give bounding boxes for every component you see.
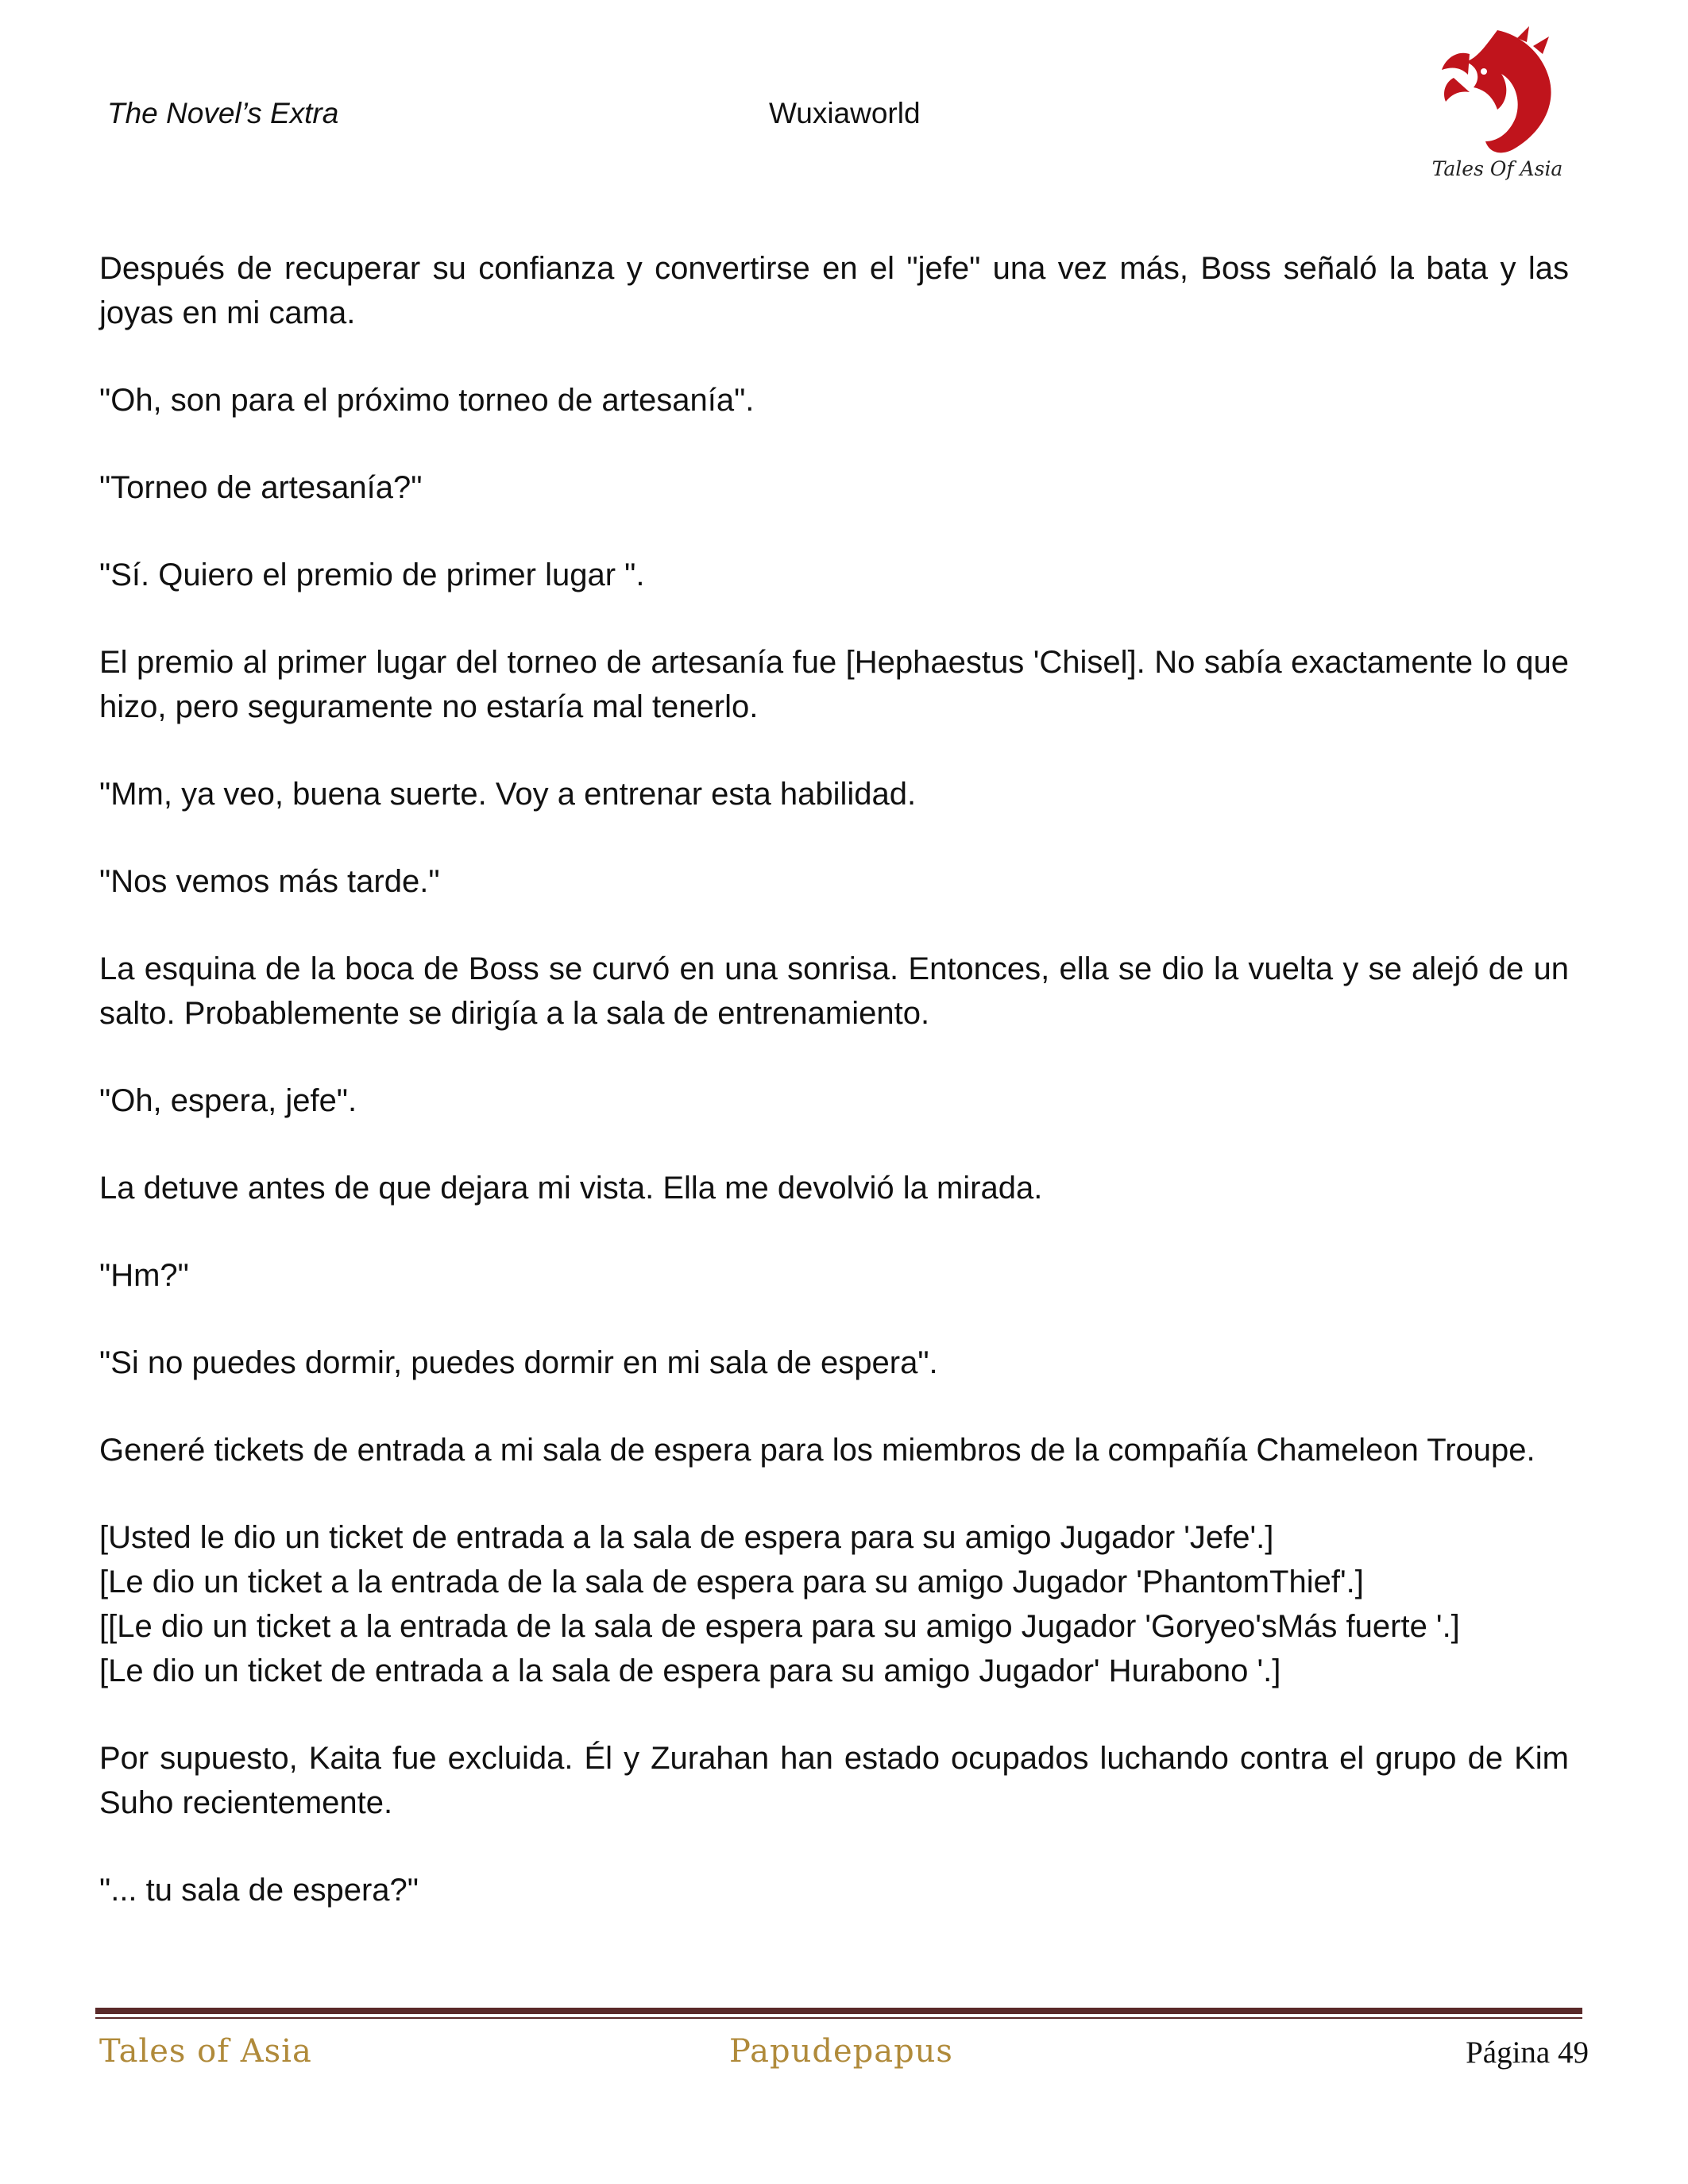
paragraph: Después de recuperar su confianza y convertirse en el "jefe" una vez más, Boss señaló la bata y las joyas en mi cama. <box>99 251 1569 330</box>
paragraph: "Si no puedes dormir, puedes dormir en mi sala de espera". <box>99 1345 938 1380</box>
footer-publisher: Tales of Asia <box>99 2033 312 2070</box>
footer-translator: Papudepapus <box>729 2033 953 2070</box>
header-site: Wuxiaworld <box>769 97 921 129</box>
system-messages <box>99 1515 1569 1693</box>
paragraph: "Sí. Quiero el premio de primer lugar ". <box>99 558 645 592</box>
logo-text: Tales Of Asia <box>1431 157 1563 180</box>
paragraph: "Oh, espera, jefe". <box>99 1083 357 1118</box>
system-message-line: [Usted le dio un ticket de entrada a la sala de espera para su amigo Jugador 'Jefe'.] <box>99 1520 1274 1555</box>
paragraph: El premio al primer lugar del torneo de artesanía fue [Hephaestus 'Chisel]. No sabía exactamente lo que hizo, pero seguramente no estaría mal tenerlo. <box>99 645 1569 724</box>
paragraph: La detuve antes de que dejara mi vista. Ella me devolvió la mirada. <box>99 1171 1043 1206</box>
paragraph: "Torneo de artesanía?" <box>99 470 423 505</box>
paragraph: "Oh, son para el próximo torneo de artesanía". <box>99 383 755 418</box>
paragraph: Generé tickets de entrada a mi sala de espera para los miembros de la compañía Chameleon Troupe. <box>99 1433 1535 1468</box>
paragraph: Por supuesto, Kaita fue excluida. Él y Zurahan han estado ocupados luchando contra el grupo de Kim Suho recientemente. <box>99 1741 1569 1820</box>
paragraph: "Hm?" <box>99 1258 189 1293</box>
tales-of-asia-logo <box>1422 22 1573 189</box>
header-title: The Novel’s Extra <box>107 97 339 129</box>
dragon-icon <box>1422 22 1573 157</box>
footer-divider <box>95 2008 1582 2019</box>
system-message-line: [Le dio un ticket de entrada a la sala de espera para su amigo Jugador' Hurabono '.] <box>99 1653 1281 1688</box>
system-message-line: [[Le dio un ticket a la entrada de la sala de espera para su amigo Jugador 'Goryeo'sMás fuerte '.] <box>99 1609 1460 1644</box>
system-message-line: [Le dio un ticket a la entrada de la sala de espera para su amigo Jugador 'PhantomThief'.] <box>99 1565 1364 1599</box>
paragraph: "... tu sala de espera?" <box>99 1873 419 1908</box>
document-body <box>99 246 1569 1955</box>
page-number: Página 49 <box>1466 2035 1589 2070</box>
paragraph: "Mm, ya veo, buena suerte. Voy a entrenar esta habilidad. <box>99 777 917 812</box>
paragraph: La esquina de la boca de Boss se curvó en una sonrisa. Entonces, ella se dio la vuelta y se alejó de un salto. Probablemente se dirigía a la sala de entrenamiento. <box>99 951 1569 1031</box>
paragraph: "Nos vemos más tarde." <box>99 864 440 899</box>
